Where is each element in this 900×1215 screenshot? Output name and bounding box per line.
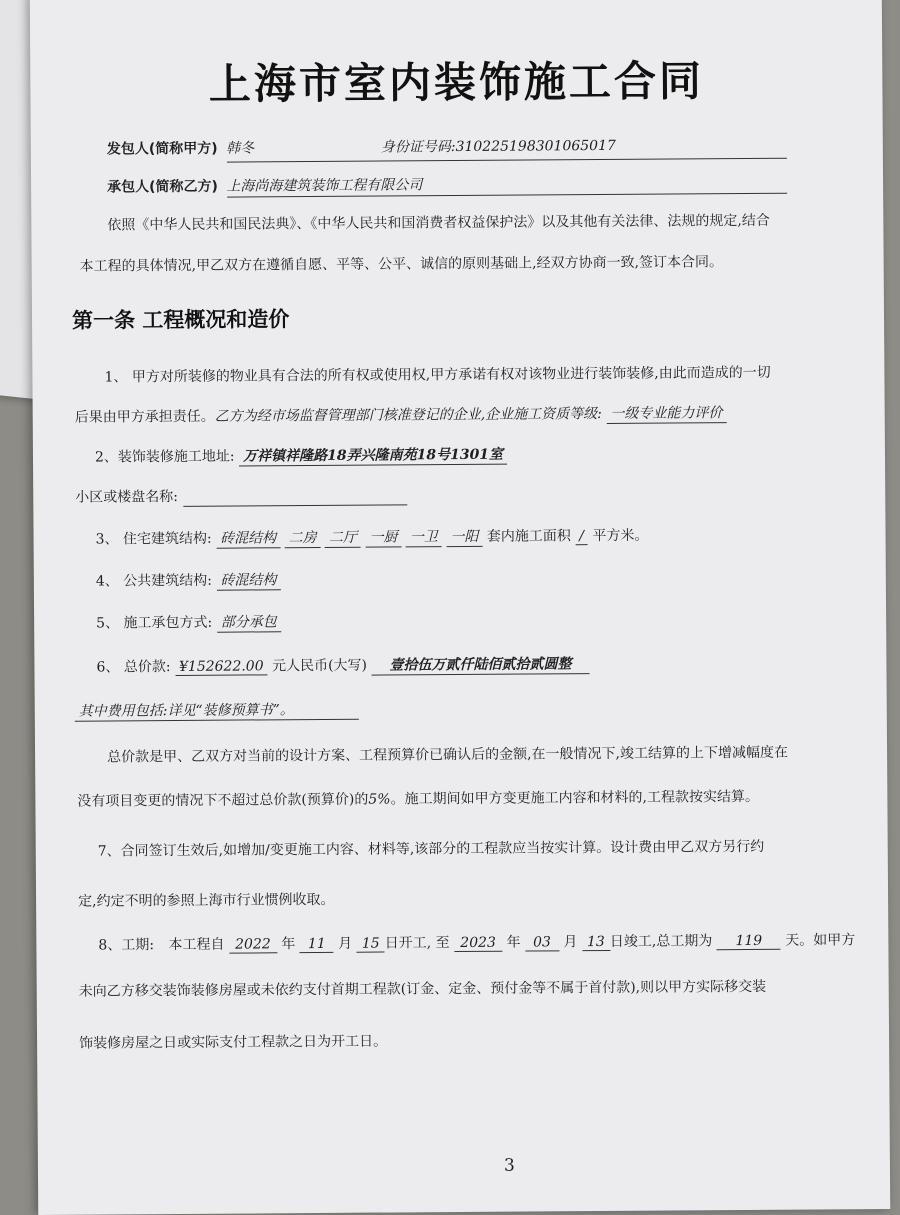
variance-percent: 5% <box>368 791 391 808</box>
party-b-row <box>107 174 422 196</box>
total-days: 119 <box>717 933 781 950</box>
party-a-id-row <box>381 135 616 157</box>
kitchens-value: 一厨 <box>365 526 401 547</box>
item-4-row <box>96 569 281 591</box>
party-a-id-number: 310225198301065017 <box>455 137 616 156</box>
fee-note-row <box>75 699 359 722</box>
balconies-value: 一阳 <box>446 526 482 547</box>
address-value: 万祥镇祥隆路18弄兴隆南苑18号1301室 <box>239 444 507 467</box>
community-row <box>75 486 178 507</box>
halls-value: 二厅 <box>325 527 361 548</box>
to-text: 至 <box>435 935 450 952</box>
start-year-char: 年 <box>281 936 296 953</box>
party-a-label: 发包人(简称甲方) <box>106 140 218 158</box>
total-note-text-a: 没有项目变更的情况下不超过总价款(预算价)的 <box>77 791 369 810</box>
address-label: 2、装饰装修施工地址: <box>94 448 235 466</box>
area-unit: 平方米。 <box>592 527 649 545</box>
area-label: 套内施工面积 <box>486 528 571 545</box>
schedule-label: 8、工期: <box>98 937 155 954</box>
start-year: 2022 <box>229 936 277 953</box>
item-8-row <box>98 929 855 954</box>
qualification-value: 一级专业能力评价 <box>606 402 726 424</box>
party-a-row <box>107 137 254 158</box>
item-1-italic-text: 乙方为经市场监督管理部门核准登记的企业,企业施工资质等级: <box>214 406 602 425</box>
item-8-line-3: 饰装修房屋之日或实际支付工程款之日为开工日。 <box>79 1033 388 1052</box>
party-a-underline <box>227 158 787 163</box>
page-number: 3 <box>503 1155 515 1176</box>
item-1-line-1: 1、 甲方对所装修的物业具有合法的所有权或使用权,甲方承诺有权对该物业进行装饰装修,由此而造成的一切 <box>104 364 771 386</box>
contract-method-value: 部分承包 <box>217 611 281 632</box>
total-price-label: 6、 总价款: <box>96 659 171 676</box>
item-5-row <box>96 611 281 633</box>
party-b-name: 上海尚海建筑装饰工程有限公司 <box>226 177 423 195</box>
end-year-char: 年 <box>506 934 521 951</box>
document-title: 上海市室内装饰施工合同 <box>208 56 705 109</box>
item-1-line-2 <box>75 402 727 428</box>
contract-method-label: 5、 施工承包方式: <box>96 614 213 632</box>
party-a-name: 韩冬 <box>226 140 255 157</box>
start-month-char: 月 <box>338 935 353 952</box>
currency-label: 元人民币(大写) <box>272 657 368 675</box>
days-suffix: 天。如甲方 <box>785 932 856 949</box>
community-blank <box>183 504 407 507</box>
community-label: 小区或楼盘名称: <box>75 488 179 506</box>
residential-structure-value: 砖混结构 <box>216 527 280 548</box>
total-price-words: 壹拾伍万贰仟陆佰贰拾贰圆整 <box>371 653 589 676</box>
party-a-id-label: 身份证号码: <box>380 139 456 156</box>
total-price-amount: ¥152622.00 <box>175 658 268 676</box>
item-3-row <box>95 525 648 550</box>
rooms-value: 二房 <box>284 527 320 548</box>
start-month: 11 <box>300 936 334 953</box>
party-b-label: 承包人(简称乙方) <box>107 178 218 196</box>
item-2-row <box>95 444 507 468</box>
item-8-line-2: 未向乙方移交装饰装修房屋或未依约支付首期工程款(订金、定金、预付金等不属于首付款),则以甲方实际移交装 <box>78 978 767 1000</box>
item-1-static-text: 后果由甲方承担责任。 <box>74 408 215 426</box>
area-value: / <box>575 528 588 545</box>
baths-value: 一卫 <box>406 526 442 547</box>
preamble-line-2: 本工程的具体情况,甲乙双方在遵循自愿、平等、公平、诚信的原则基础上,经双方协商一致,签订本合同。 <box>79 254 724 275</box>
start-suffix: 日开工, <box>384 935 432 952</box>
preamble-line-1: 依照《中华人民共和国民法典》、《中华人民共和国消费者权益保护法》以及其他有关法律、法规的规定,结合 <box>107 212 770 234</box>
total-note-line-2 <box>77 786 759 811</box>
end-suffix: 日竣工,总工期为 <box>609 933 713 950</box>
end-year: 2023 <box>454 935 502 952</box>
article-1-heading: 第一条 工程概况和造价 <box>71 307 290 333</box>
item-7-line-2: 定,约定不明的参照上海市行业惯例收取。 <box>78 891 335 910</box>
end-month-char: 月 <box>563 934 578 951</box>
schedule-lead: 本工程自 <box>168 936 225 954</box>
item-7-line-1: 7、合同签订生效后,如增加/变更施工内容、材料等,该部分的工程款应当按实计算。设计费由甲乙双方另行约 <box>97 838 765 860</box>
public-structure-label: 4、 公共建筑结构: <box>95 572 212 590</box>
fee-note: 其中费用包括:详见“装修预算书”。 <box>75 699 359 722</box>
public-structure-value: 砖混结构 <box>216 569 280 590</box>
end-month: 03 <box>525 934 559 951</box>
end-day: 13 <box>582 934 610 951</box>
residential-structure-label: 3、 住宅建筑结构: <box>95 530 212 548</box>
contract-page <box>30 0 891 1215</box>
total-note-line-1: 总价款是甲、乙双方对当前的设计方案、工程预算价已确认后的金额,在一般情况下,竣工结算的上下增减幅度在 <box>107 744 789 766</box>
start-day: 15 <box>357 936 385 953</box>
total-note-text-b: 。施工期间如甲方变更施工内容和材料的,工程款按实结算。 <box>390 788 760 808</box>
item-6-row <box>96 653 589 677</box>
